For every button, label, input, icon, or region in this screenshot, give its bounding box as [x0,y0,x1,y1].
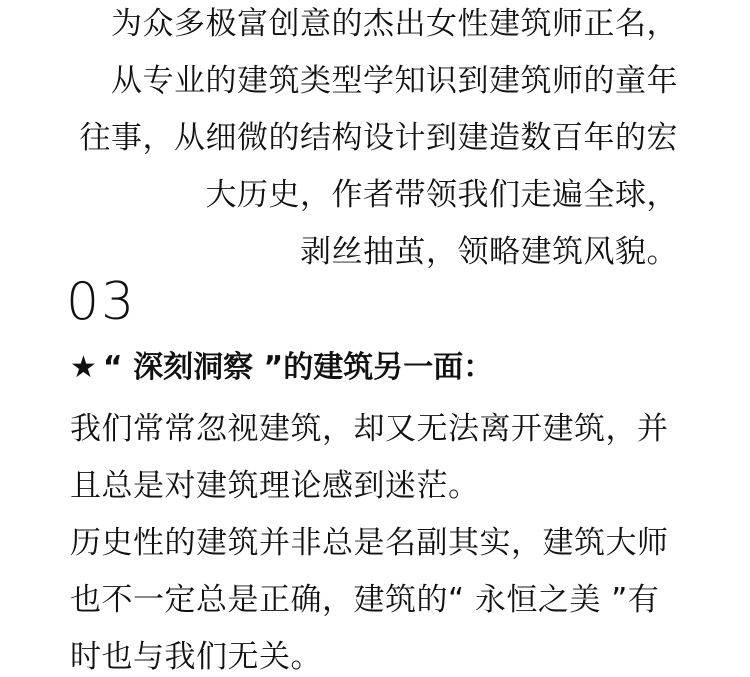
body-line-5: 时也与我们无关。 [70,639,322,675]
body-line-1: 我们常常忽视建筑，却又无法离开建筑，并 [70,411,669,447]
body-line-2: 且总是对建筑理论感到迷茫。 [70,468,480,504]
intro-line-1: 为众多极富创意的杰出女性建筑师正名， [111,6,678,42]
intro-line-5: 剥丝抽茧，领略建筑风貌。 [300,234,678,270]
section-heading [70,348,493,388]
section-heading-text: “ 深刻洞察 ”的建筑另一面： [102,350,494,385]
intro-line-4: 大历史，作者带领我们走遍全球， [205,177,678,213]
intro-line-2: 从专业的建筑类型学知识到建筑师的童年 [111,63,678,99]
body-line-4: 也不一定总是正确，建筑的“ 永恒之美 ”有 [70,582,660,618]
body-line-3: 历史性的建筑并非总是名副其实，建筑大师 [70,525,669,561]
section-number: 03 [66,272,137,332]
star-icon: ★ [70,350,97,385]
intro-line-3: 往事，从细微的结构设计到建造数百年的宏 [79,120,678,156]
